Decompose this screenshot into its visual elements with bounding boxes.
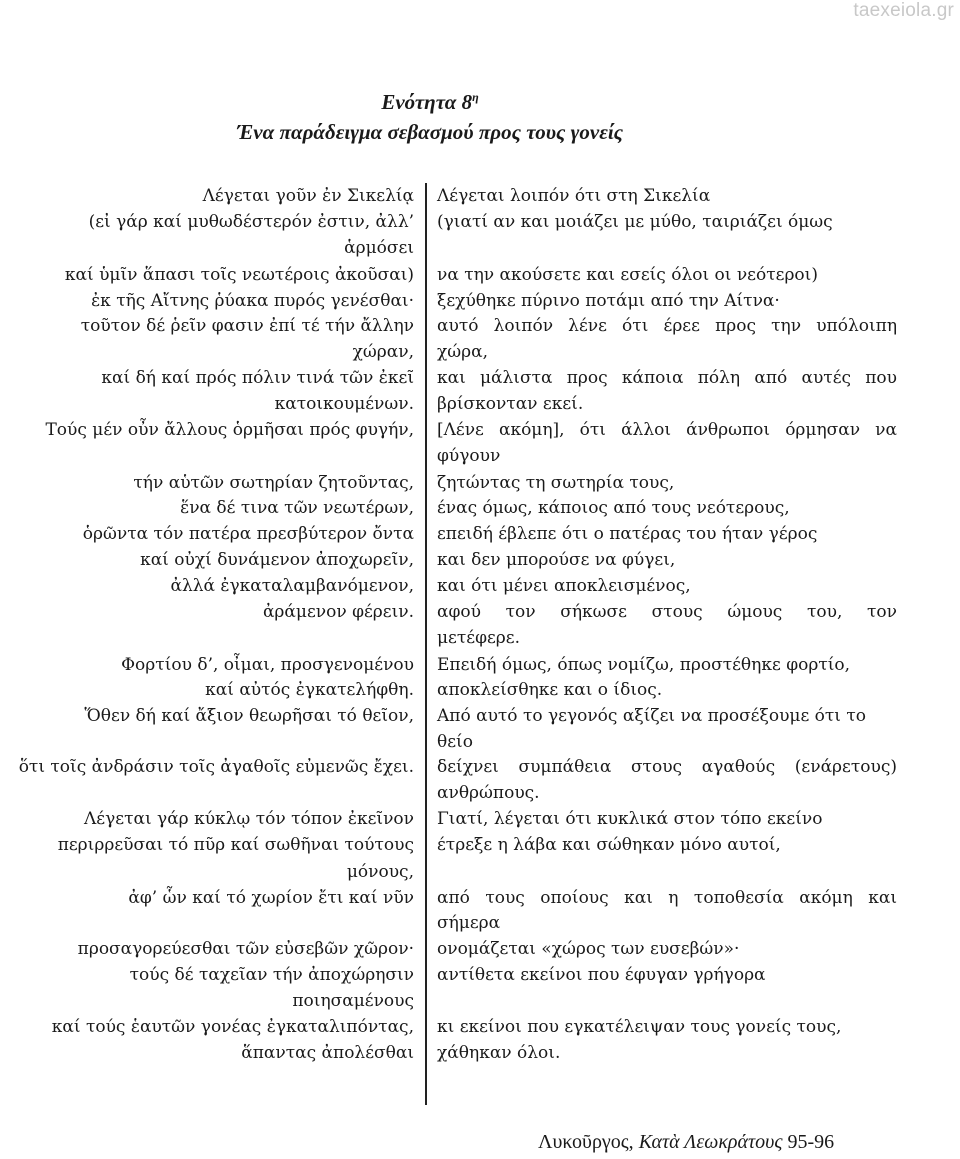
source-sections: 95-96 [782,1131,835,1153]
modern-translation: επειδή έβλεπε ότι ο πατέρας του ήταν γέρος [437,524,818,544]
modern-translation: αφού τον σήκωσε στους ώμους του, τον [437,602,897,622]
modern-translation: να την ακούσετε και εσείς όλοι οι νεότεροι) [437,265,818,285]
modern-translation: χάθηκαν όλοι. [437,1043,561,1063]
ancient-text: καί αὐτός ἐγκατελήφθη. [205,680,414,700]
modern-translation: βρίσκονταν εκεί. [437,394,584,414]
ancient-text: κατοικουμένων. [274,394,414,414]
modern-translation: ονομάζεται «χώρος των ευσεβών»· [437,939,740,959]
ancient-text: προσαγορεύεσθαι τῶν εὐσεβῶν χῶρον· [77,939,414,959]
modern-translation: έτρεξε η λάβα και σώθηκαν μόνο αυτοί, [437,835,781,855]
modern-translation: και δεν μπορούσε να φύγει, [437,550,676,570]
modern-translation: μετέφερε. [437,628,520,648]
modern-translation: ένας όμως, κάποιος από τους νεότερους, [437,498,790,518]
modern-translation: σήμερα [437,913,501,933]
modern-translation: φύγουν [437,446,501,466]
ancient-text: ἁρμόσει [344,238,414,258]
modern-translation: αποκλείσθηκε και ο ίδιος. [437,680,663,700]
unit-superscript: η [472,90,479,104]
ancient-text: καί ὑμῖν ἅπασι τοῖς νεωτέροις ἀκοῦσαι) [64,265,414,285]
ancient-text: τοῦτον δέ ῥεῖν φασιν ἐπί τέ τήν ἄλλην [80,316,414,336]
source-author: Λυκοῦργος, [538,1131,639,1153]
ancient-text: Τούς μέν οὖν ἄλλους ὁρμῆσαι πρός φυγήν, [45,420,414,440]
modern-translation: αυτό λοιπόν λένε ότι έρεε προς την υπόλοιπη [437,316,897,336]
modern-translation: αντίθετα εκείνοι που έφυγαν γρήγορα [437,965,766,985]
modern-translation: από τους οποίους και η τοποθεσία ακόμη και [437,888,897,908]
modern-translation: θείο [437,732,473,752]
ancient-text: ὁρῶντα τόν πατέρα πρεσβύτερον ὄντα [82,524,414,544]
ancient-text: (εἰ γάρ καί μυθωδέστερόν ἐστιν, ἀλλ’ [88,212,414,232]
ancient-text: χώραν, [352,342,414,362]
modern-translation: ζητώντας τη σωτηρία τους, [437,473,675,493]
modern-translation: (γιατί αν και μοιάζει με μύθο, ταιριάζει όμως [437,212,833,232]
column-divider [425,183,427,1105]
ancient-text: ἀλλά ἐγκαταλαμβανόμενον, [170,576,414,596]
ancient-text: καί δή καί πρός πόλιν τινά τῶν ἐκεῖ [101,368,414,388]
ancient-text: ἐκ τῆς Αἴτνης ῥύακα πυρός γενέσθαι· [91,291,414,311]
ancient-text: Ὅθεν δή καί ἄξιον θεωρῆσαι τό θεῖον, [84,706,414,726]
ancient-text: μόνους, [346,862,414,882]
ancient-text: καί οὐχί δυνάμενον ἀποχωρεῖν, [140,550,414,570]
modern-translation: Γιατί, λέγεται ότι κυκλικά στον τόπο εκείνο [437,809,823,829]
ancient-text: περιρρεῦσαι τό πῦρ καί σωθῆναι τούτους [57,835,414,855]
modern-translation: Επειδή όμως, όπως νομίζω, προστέθηκε φορτίο, [437,655,851,675]
modern-translation: ανθρώπους. [437,783,540,803]
ancient-text: τούς δέ ταχεῖαν τήν ἀποχώρησιν [129,965,414,985]
ancient-text: ἀφ’ ὧν καί τό χωρίον ἔτι καί νῦν [128,888,414,908]
source-citation [538,1131,834,1154]
source-work: Κατὰ Λεωκράτους [638,1131,783,1153]
modern-translation: ξεχύθηκε πύρινο ποτάμι από την Αίτνα· [437,291,780,311]
modern-translation: Από αυτό το γεγονός αξίζει να προσέξουμε ότι το [437,706,867,726]
ancient-text: Λέγεται γοῦν ἐν Σικελίᾳ [202,186,414,206]
modern-translation: [Λένε ακόμη], ότι άλλοι άνθρωποι όρμησαν να [437,420,897,440]
modern-translation: δείχνει συμπάθεια στους αγαθούς (ενάρετους) [437,757,897,777]
modern-translation: κι εκείνοι που εγκατέλειψαν τους γονείς τους, [437,1017,842,1037]
ancient-text: τήν αὑτῶν σωτηρίαν ζητοῦντας, [133,473,414,493]
ancient-text: ἀράμενον φέρειν. [262,602,414,622]
page-title: Ένα παράδειγμα σεβασμού προς τους γονείς [236,120,624,144]
modern-translation: και ότι μένει αποκλεισμένος, [437,576,691,596]
ancient-text: ὅτι τοῖς ἀνδράσιν τοῖς ἀγαθοῖς εὐμενῶς ἔχει. [18,757,414,777]
ancient-text: Φορτίου δ’, οἶμαι, προσγενομένου [121,655,414,675]
modern-translation: χώρα, [437,342,489,362]
watermark: taexeiola.gr [853,0,954,21]
header [0,82,860,147]
ancient-text: ἅπαντας ἀπολέσθαι [241,1043,414,1063]
unit-label: Ενότητα $8^\eta$ [381,90,479,114]
ancient-text: Λέγεται γάρ κύκλῳ τόν τόπον ἐκεῖνον [84,809,414,829]
ancient-text: καί τούς ἑαυτῶν γονέας ἐγκαταλιπόντας, [51,1017,414,1037]
modern-translation: και μάλιστα προς κάποια πόλη από αυτές που [437,368,897,388]
modern-translation: Λέγεται λοιπόν ότι στη Σικελία [437,186,711,206]
ancient-text: ποιησαμένους [292,991,414,1011]
ancient-text: ἕνα δέ τινα τῶν νεωτέρων, [180,498,414,518]
